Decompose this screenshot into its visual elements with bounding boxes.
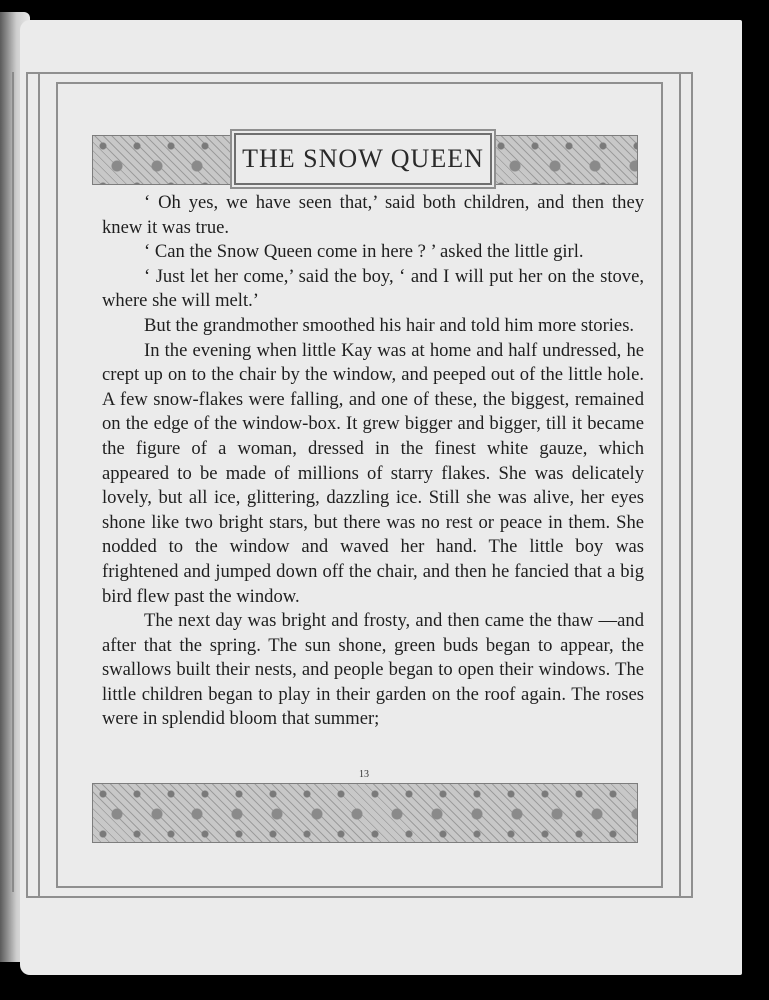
paragraph: ‘ Just let her come,’ said the boy, ‘ and I will put her on the stove, where she will melt.’ [102,265,644,312]
footer-ornament [92,783,638,843]
paragraph: ‘ Can the Snow Queen come in here ? ’ asked the little girl. [144,241,584,263]
page-number: 13 [359,769,369,780]
paragraph: In the evening when little Kay was at home and half undressed, he crept up on to the chair by the window, and peeped out of the little hole. A few snow-flakes were falling, and one of these, the biggest, remained on the edge of the window-box. It grew bigger and bigger, till it became the figure of a woman, dressed in the finest white gauze, which appeared to be made of millions of starry flakes. She was delicately lovely, but all ice, glittering, dazzling ice. Still she was alive, her eyes shone like two bright stars, but there was no rest or peace in them. She nodded to the window and waved her hand. The little boy was frightened and jumped down off the chair, and then he fancied that a big bird flew past the window. [102,339,644,607]
running-title: THE SNOW QUEEN [242,144,484,173]
running-title-box [234,133,492,185]
header-ornament-right [490,135,638,185]
paragraph: The next day was bright and frosty, and then came the thaw —and after that the spring. The sun shone, green buds began to appear, the swallows built their nests, and people began to open their windows. The little children began to play in their garden on the roof again. The roses were in splendid bloom that summer; [102,610,644,730]
paragraph: ‘ Oh yes, we have seen that,’ said both children, and then they knew it was true. [102,192,644,238]
header-ornament-left [92,135,236,185]
paragraph: But the grandmother smoothed his hair and told him more stories. [144,314,635,336]
body-text [102,191,644,732]
book-page [20,20,742,975]
